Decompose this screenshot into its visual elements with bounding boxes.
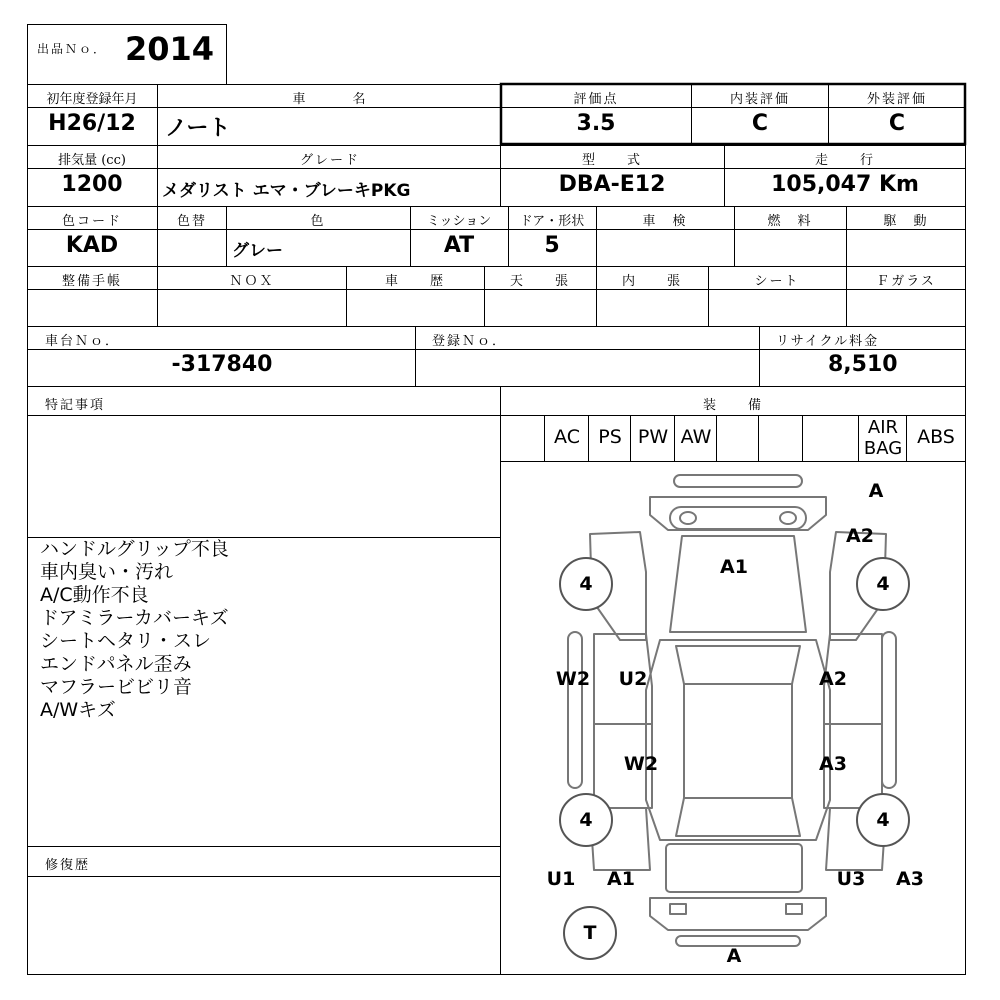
equipment-abs: ABS [917,426,955,448]
first-registration-label: 初年度登録年月 [46,92,138,107]
model-label: 型 式 [581,153,643,168]
interior-trim-label: 内 張 [621,274,683,289]
front-glass-label: Ｆガラス [876,274,936,289]
notes-label: 特記事項 [45,398,106,413]
repair-history-label: 修復歴 [45,858,91,873]
model-value: DBA-E12 [558,172,666,197]
lot-number-label: 出品Ｎｏ． [37,42,108,56]
seat-label: シート [754,274,800,289]
damage-left-rear-quarter: U1 [546,868,576,890]
grade-value: メダリスト エマ・ブレーキPKG [162,181,411,201]
equipment-ps: PS [598,426,622,448]
recycle-fee-label: リサイクル料金 [776,334,880,349]
lot-number: 2014 [125,30,215,68]
tyre-front-right: 4 [856,557,910,611]
displacement-label: 排気量 (cc) [58,153,126,168]
transmission-label: ミッション [426,214,492,229]
note-item: A/Wキズ [40,699,116,721]
note-item: ハンドルグリップ不良 [40,538,229,560]
damage-left-front-door: U2 [618,668,648,690]
damage-right-front-door: A2 [819,668,847,690]
damage-front-right-corner: A2 [846,525,874,547]
grade-label: グレード [299,153,361,168]
tyre-rear-right: 4 [856,793,910,847]
equipment-airbag: AIR BAG [863,417,903,459]
score-label: 評価点 [573,92,619,107]
car-name-label: 車 名 [292,92,368,107]
damage-hood: A1 [720,556,748,578]
note-item: エンドパネル歪み [40,653,192,675]
maintenance-book-label: 整備手帳 [61,274,123,289]
registration-number-label: 登録Ｎｏ． [432,334,508,349]
tyre-front-left: 4 [559,557,613,611]
recolor-label: 色替 [176,214,208,229]
car-name-value: ノート [165,116,231,141]
equipment-ac: AC [554,426,580,448]
spare-tyre: T [563,906,617,960]
exterior-grade-label: 外装評価 [866,92,928,107]
color-label: 色 [310,214,326,229]
damage-right-rear-panel: U3 [836,868,866,890]
color-value: グレー [232,241,283,261]
damage-left-rear-panel: A1 [607,868,635,890]
first-registration-value: H26/12 [48,111,136,136]
mileage-value: 105,047 Km [771,172,919,197]
exterior-grade-value: C [888,111,906,136]
chassis-number-value: -317840 [171,352,273,377]
chassis-number-label: 車台Ｎｏ． [45,334,121,349]
nox-label: ＮＯＸ [229,274,275,289]
color-code-value: KAD [65,233,119,258]
roof-lining-label: 天 張 [509,274,571,289]
transmission-value: AT [443,233,475,258]
damage-right-rear-door: A3 [819,753,847,775]
doors-label: ドア・形状 [519,214,585,229]
note-item: マフラービビリ音 [40,676,193,698]
note-item: A/C動作不良 [40,584,149,606]
equipment-label: 装 備 [702,398,764,413]
color-code-label: 色コード [61,214,123,229]
interior-grade-value: C [751,111,769,136]
note-item: ドアミラーカバーキズ [40,607,229,629]
tyre-rear-left: 4 [559,793,613,847]
damage-rear-bumper: A [726,945,742,967]
equipment-pw: PW [637,426,669,448]
note-item: シートヘタリ・スレ [40,630,212,652]
equipment-aw: AW [680,426,712,448]
displacement-value: 1200 [61,172,123,197]
damage-left-sill: W2 [555,668,591,690]
score-value: 3.5 [576,111,616,136]
damage-front-bumper: A [868,480,884,502]
interior-grade-label: 内装評価 [729,92,791,107]
recycle-fee-value: 8,510 [828,352,898,377]
inspection-label: 車 検 [642,214,688,229]
history-label: 車 歴 [384,274,446,289]
mileage-label: 走 行 [814,153,876,168]
drive-label: 駆 動 [883,214,929,229]
fuel-label: 燃 料 [767,214,813,229]
damage-right-rear-quarter: A3 [896,868,924,890]
note-item: 車内臭い・汚れ [40,561,174,583]
doors-value: 5 [544,233,560,258]
damage-left-rear-door: W2 [623,753,659,775]
